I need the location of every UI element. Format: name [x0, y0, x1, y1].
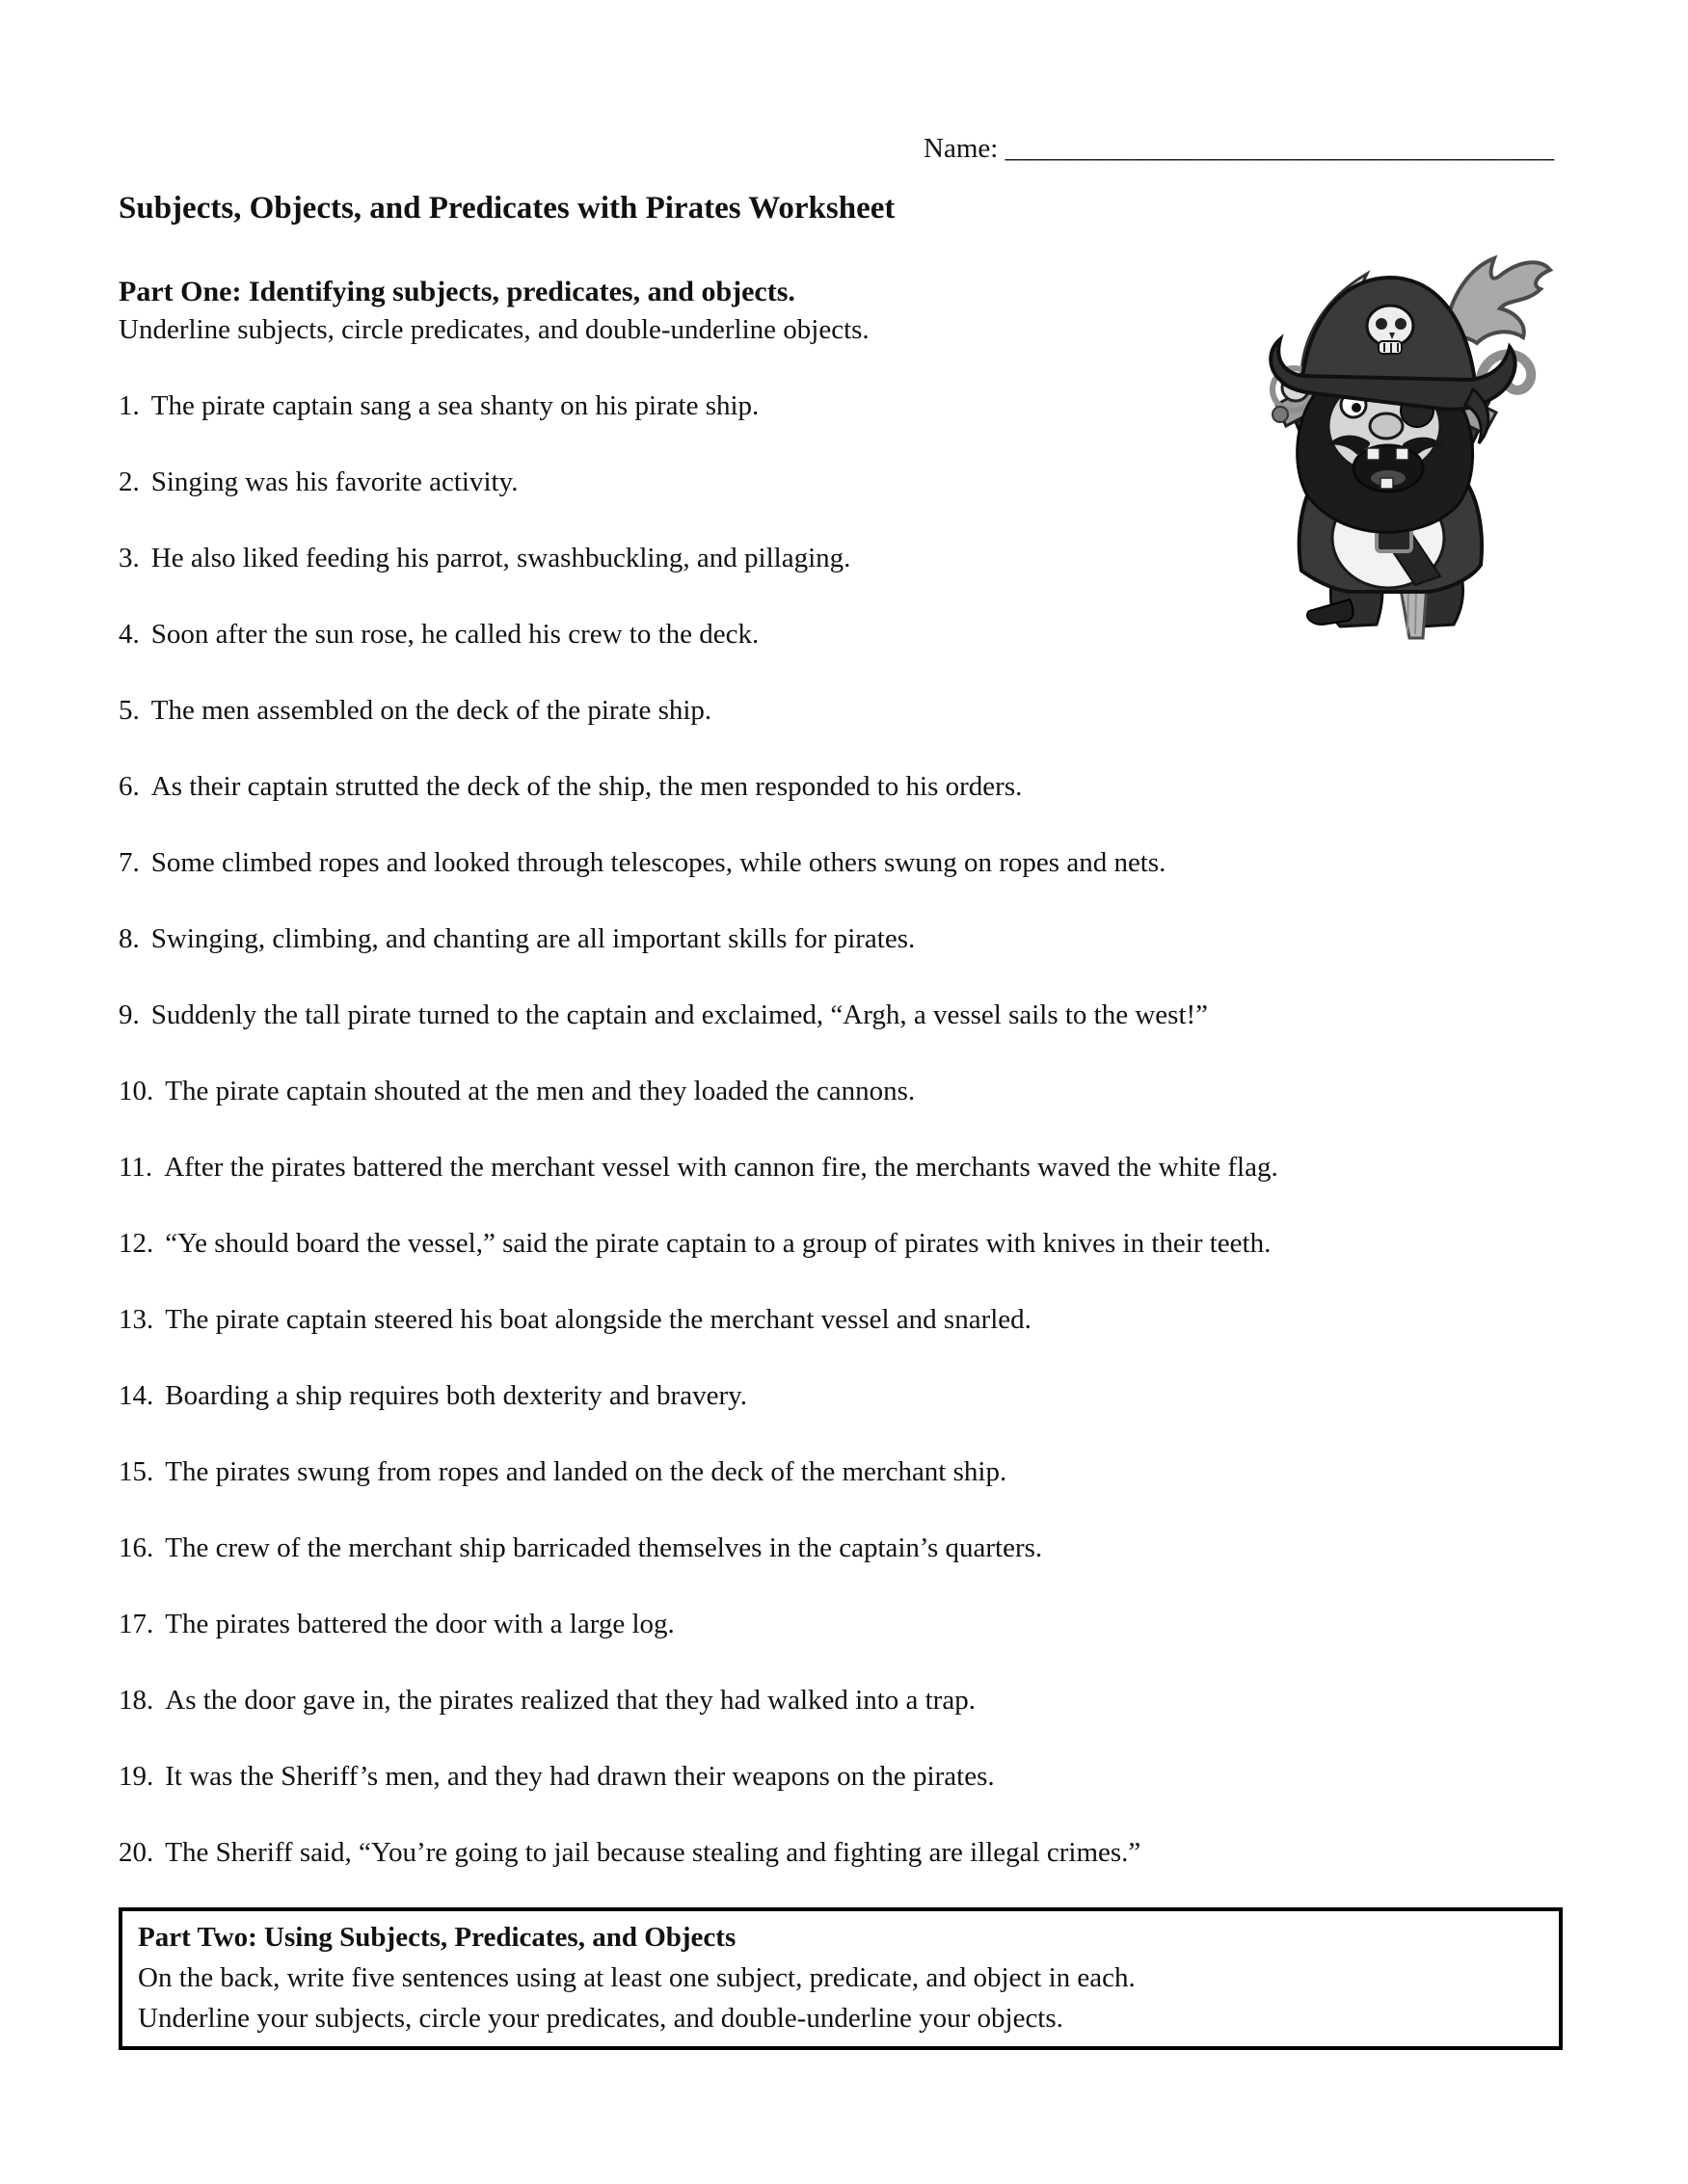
sentence-text: Swinging, climbing, and chanting are all important skills for pirates. — [150, 923, 916, 954]
sentence-number: 13. — [119, 1304, 154, 1335]
part-two-instruction-1: On the back, write five sentences using at least one subject, predicate, and object in each. — [138, 1962, 1136, 1993]
sentence-number: 8. — [119, 923, 140, 954]
sentence-item — [119, 388, 1555, 424]
sentence-number: 3. — [119, 543, 140, 573]
sentence-number: 14. — [119, 1380, 154, 1411]
sentence-text: Boarding a ship requires both dexterity and bravery. — [165, 1380, 747, 1411]
sentence-list — [119, 388, 1555, 1911]
sentence-text: Some climbed ropes and looked through telescopes, while others swung on ropes and nets. — [150, 847, 1166, 878]
sentence-item — [119, 541, 1555, 576]
sentence-item — [119, 1226, 1555, 1262]
sentence-item — [119, 465, 1555, 500]
sentence-number: 5. — [119, 695, 140, 726]
sentence-number: 20. — [119, 1837, 154, 1868]
sentence-text: The Sheriff said, “You’re going to jail because stealing and fighting are illegal crimes.” — [165, 1837, 1141, 1868]
sentence-item — [119, 1150, 1555, 1185]
sentence-item — [119, 1454, 1555, 1490]
sentence-number: 4. — [119, 619, 140, 650]
sentence-number: 15. — [119, 1456, 154, 1487]
sentence-number: 18. — [119, 1685, 154, 1716]
sentence-number: 7. — [119, 847, 140, 878]
sentence-number: 6. — [119, 771, 140, 802]
sentence-text: Suddenly the tall pirate turned to the captain and exclaimed, “Argh, a vessel sails to the west!” — [150, 999, 1209, 1030]
sentence-text: The pirate captain steered his boat alongside the merchant vessel and snarled. — [165, 1304, 1032, 1335]
sentence-number: 19. — [119, 1761, 154, 1792]
sentence-item — [119, 1074, 1555, 1109]
sentence-number: 12. — [119, 1228, 154, 1259]
sentence-item — [119, 769, 1555, 805]
sentence-text: Singing was his favorite activity. — [150, 466, 519, 497]
name-blank-line: ______________________________________ — [1005, 133, 1555, 164]
part-two-instruction-2: Underline your subjects, circle your predicates, and double-underline your objects. — [138, 2003, 1063, 2034]
sentence-number: 2. — [119, 466, 140, 497]
name-label: Name: — [924, 133, 999, 164]
sentence-item — [119, 1302, 1555, 1338]
sentence-text: The men assembled on the deck of the pirate ship. — [150, 695, 712, 726]
sentence-item — [119, 845, 1555, 881]
sentence-item — [119, 998, 1555, 1033]
sentence-number: 10. — [119, 1076, 154, 1106]
sentence-item — [119, 1835, 1555, 1871]
sentence-item — [119, 1378, 1555, 1414]
part-two-heading: Part Two: Using Subjects, Predicates, and Objects — [138, 1922, 737, 1953]
sentence-text: The pirates battered the door with a large log. — [165, 1609, 675, 1639]
sentence-item — [119, 1759, 1555, 1795]
part-one-instructions: Underline subjects, circle predicates, and double-underline objects. — [119, 314, 870, 345]
name-row — [924, 133, 1555, 165]
sentence-number: 16. — [119, 1532, 154, 1563]
sentence-number: 11. — [119, 1152, 153, 1183]
sentence-text: The pirate captain shouted at the men and they loaded the cannons. — [165, 1076, 916, 1106]
sentence-text: Soon after the sun rose, he called his crew to the deck. — [150, 619, 760, 650]
sentence-text: As the door gave in, the pirates realized that they had walked into a trap. — [165, 1685, 976, 1716]
sentence-number: 9. — [119, 999, 140, 1030]
worksheet-title: Subjects, Objects, and Predicates with Pirates Worksheet — [119, 191, 896, 226]
sentence-text: It was the Sheriff’s men, and they had drawn their weapons on the pirates. — [165, 1761, 995, 1792]
sentence-item — [119, 617, 1555, 653]
part-two-box — [119, 1907, 1563, 2050]
sentence-text: The pirate captain sang a sea shanty on his pirate ship. — [150, 390, 760, 421]
sentence-item — [119, 1531, 1555, 1566]
sentence-item — [119, 1607, 1555, 1642]
sentence-item — [119, 693, 1555, 729]
sentence-number: 1. — [119, 390, 140, 421]
sentence-text: He also liked feeding his parrot, swashbuckling, and pillaging. — [150, 543, 851, 573]
sentence-item — [119, 1683, 1555, 1718]
sentence-text: The pirates swung from ropes and landed on the deck of the merchant ship. — [165, 1456, 1007, 1487]
sentence-number: 17. — [119, 1609, 154, 1639]
sentence-text: As their captain strutted the deck of the ship, the men responded to his orders. — [150, 771, 1023, 802]
sentence-text: The crew of the merchant ship barricaded themselves in the captain’s quarters. — [165, 1532, 1043, 1563]
part-one-heading: Part One: Identifying subjects, predicates, and objects. — [119, 276, 795, 307]
sentence-text: “Ye should board the vessel,” said the pirate captain to a group of pirates with knives in their teeth. — [165, 1228, 1272, 1259]
sentence-text: After the pirates battered the merchant vessel with cannon fire, the merchants waved the white flag. — [164, 1152, 1278, 1183]
sentence-item — [119, 921, 1555, 957]
